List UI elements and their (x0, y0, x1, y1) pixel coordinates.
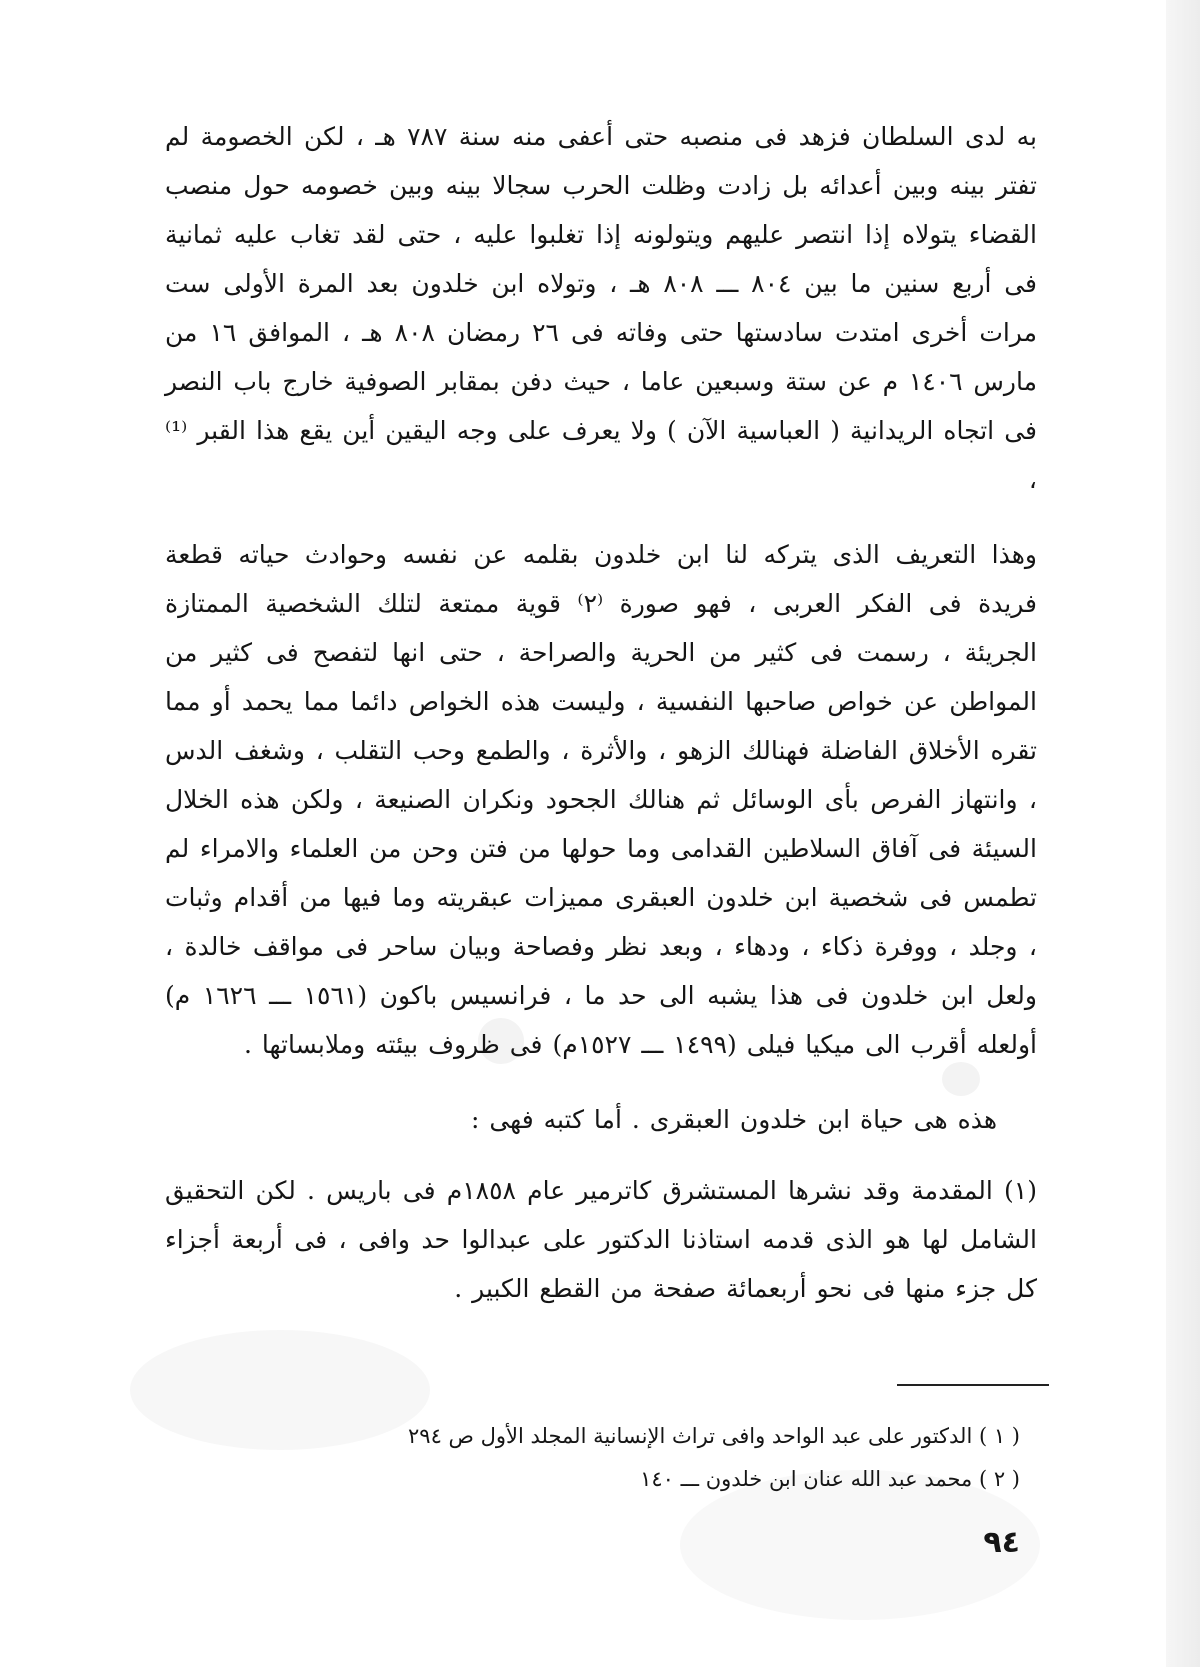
paragraph-4: (١) المقدمة وقد نشرها المستشرق كاترمير عام ١٨٥٨م فى باريس . لكن التحقيق الشامل لها هو الذى قدمه استاذنا الدكتور على عبدالوا حد وافى ، فى أربعة أجزاء كل جزء منها فى نحو أربعمائة صفحة من القطع الكبير . (165, 1176, 1037, 1303)
page-number: ٩٤ (983, 1525, 1020, 1560)
scan-edge-shadow (1166, 0, 1200, 1667)
footnote-2: ( ٢ ) محمد عبد الله عنان ابن خلدون ـــ ١٤٠ (640, 1467, 1020, 1491)
paragraph-2: وهذا التعريف الذى يتركه لنا ابن خلدون بقلمه عن نفسه وحوادث حياته قطعة فريدة فى الفكر العربى ، فهو صورة ⁽٢⁾ قوية ممتعة لتلك الشخصية الممتازة الجريئة ، رسمت فى كثير من الحرية والصراحة ، حتى انها لتفصح فى كثير من المواطن عن خواص صاحبها النفسية ، وليست هذه الخواص دائما مما يحمد أو مما تقره الأخلاق الفاضلة فهنالك الزهو ، والأثرة ، والطمع وحب التقلب ، وشغف الدس ، وانتهاز الفرص بأى الوسائل ثم هنالك الجحود ونكران الصنيعة ، ولكن هذه الخلال السيئة فى آفاق السلاطين القدامى وما حولها من فتن وحن من العلماء والامراء لم تطمس فى شخصية ابن خلدون العبقرى مميزات عبقريته وما فيها من أقدام وثبات ، وجلد ، ووفرة ذكاء ، ودهاء ، وبعد نظر وفصاحة وبيان ساحر فى مواقف خالدة ، ولعل ابن خلدون فى هذا يشبه الى حد ما ، فرانسيس باكون (١٥٦١ ـــ ١٦٢٦ م) أولعله أقرب الى ميكيا فيلى (١٤٩٩ ـــ ١٥٢٧م) فى ظروف بيئته وملابساتها . (165, 540, 1037, 1059)
main-text (165, 112, 1037, 1313)
paragraph-3: هذه هى حياة ابن خلدون العبقرى . أما كتبه فهى : (470, 1105, 997, 1134)
paragraph-1: به لدى السلطان فزهد فى منصبه حتى أعفى منه سنة ٧٨٧ هـ ، لكن الخصومة لم تفتر بينه وبين أعدائه بل زادت وظلت الحرب سجالا بينه وبين خصومه حول منصب القضاء يتولاه إذا انتصر عليهم ويتولونه إذا تغلبوا عليه ، حتى لقد تغاب عليه ثمانية فى أربع سنين ما بين ٨٠٤ ـــ ٨٠٨ هـ ، وتولاه ابن خلدون بعد المرة الأولى ست مرات أخرى امتدت سادستها حتى وفاته فى ٢٦ رمضان ٨٠٨ هـ ، الموافق ١٦ من مارس ١٤٠٦ م عن ستة وسبعين عاما ، حيث دفن بمقابر الصوفية خارج باب النصر فى اتجاه الريدانية ( العباسية الآن ) ولا يعرف على وجه اليقين أين يقع هذا القبر ⁽¹⁾ ، (165, 122, 1037, 494)
footnote-1: ( ١ ) الدكتور على عبد الواحد وافى تراث الإنسانية المجلد الأول ص ٢٩٤ (408, 1424, 1020, 1448)
footnote-separator (897, 1384, 1049, 1386)
footnotes (350, 1415, 1020, 1501)
